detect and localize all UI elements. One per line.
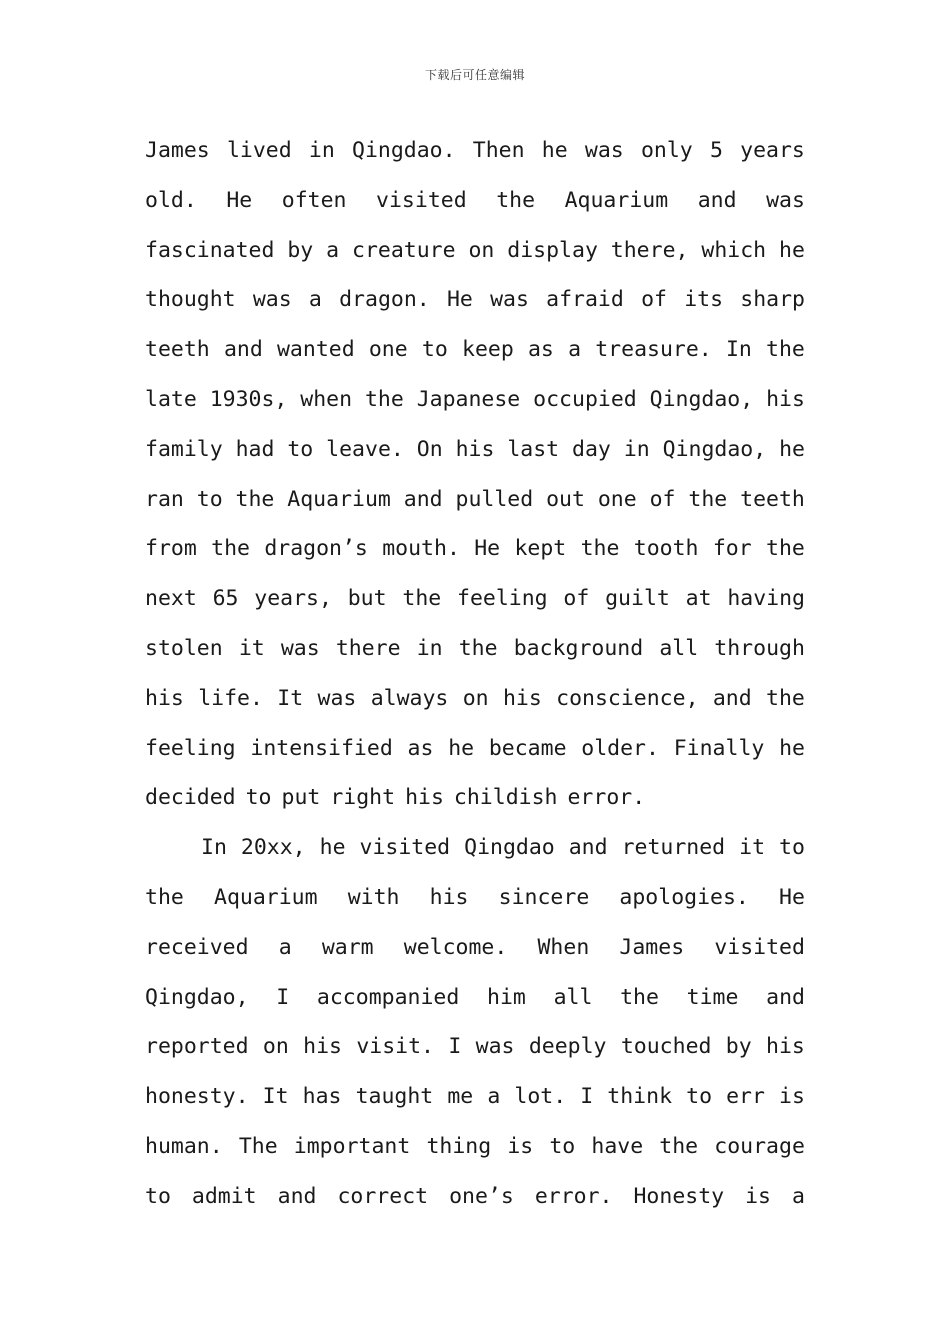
word: me — [447, 1084, 474, 1110]
word: late — [145, 386, 197, 412]
word: and — [712, 685, 752, 711]
word: which — [701, 237, 767, 263]
word: and — [568, 835, 608, 861]
word: pulled — [455, 486, 534, 512]
word: visited — [359, 835, 451, 861]
word: life. — [198, 685, 263, 711]
text-line — [145, 325, 805, 375]
word: Qingdao, — [662, 436, 767, 462]
word: the — [766, 337, 805, 363]
word: to — [779, 835, 805, 861]
word: it — [238, 635, 265, 661]
word: important — [293, 1133, 411, 1159]
word: was — [252, 287, 292, 313]
word: lived — [226, 138, 292, 163]
word: time — [686, 984, 739, 1010]
word: error. — [567, 785, 646, 811]
word: treasure. — [595, 337, 712, 363]
word: right — [330, 785, 396, 811]
text-line — [145, 1072, 805, 1122]
word: In — [201, 835, 227, 861]
word: but — [347, 586, 387, 612]
word: years — [740, 138, 805, 163]
word: Qingdao, — [145, 984, 249, 1010]
word: keep — [462, 337, 514, 363]
word: feeling — [457, 586, 548, 612]
word: as — [527, 337, 554, 363]
word: the — [688, 486, 728, 512]
word: James — [619, 934, 685, 960]
word: 65 — [212, 586, 239, 612]
word: sharp — [740, 287, 805, 313]
word: dragon. — [339, 287, 430, 313]
word: thought — [145, 287, 236, 313]
word: teeth — [145, 337, 210, 363]
word: the — [620, 984, 659, 1010]
word: to — [549, 1133, 576, 1159]
word: was — [317, 685, 357, 711]
word: he — [319, 835, 346, 861]
word: decided — [145, 785, 236, 811]
text-line — [145, 475, 805, 525]
word: in — [416, 635, 443, 661]
word: to — [421, 337, 448, 363]
word: err — [726, 1084, 765, 1110]
word: Qingdao, — [649, 386, 754, 412]
word: it — [739, 835, 766, 861]
word: Finally — [673, 735, 765, 761]
word: and — [223, 337, 263, 363]
word: background — [513, 635, 644, 661]
word: he — [779, 436, 805, 462]
word: When — [537, 934, 590, 960]
word: of — [641, 287, 667, 313]
word: sincere — [498, 884, 590, 910]
word: his — [766, 386, 805, 412]
word: a — [791, 1183, 805, 1209]
word: He — [446, 287, 473, 313]
word: to — [145, 1183, 171, 1209]
paragraph-1 — [145, 126, 805, 823]
word: guilt — [605, 586, 670, 612]
word: by — [725, 1034, 752, 1060]
word: and — [277, 1183, 317, 1209]
word: Aquarium — [214, 884, 318, 910]
word: family — [145, 436, 223, 462]
word: fascinated — [145, 237, 275, 263]
word: his — [455, 436, 495, 462]
word: lot. — [514, 1084, 567, 1110]
word: kept — [514, 536, 567, 562]
word: was — [766, 187, 805, 213]
word: He — [779, 884, 805, 910]
word: has — [302, 1084, 342, 1110]
word: out — [546, 486, 585, 512]
word: mouth. — [382, 536, 460, 562]
word: visit. — [356, 1034, 434, 1060]
word: was — [490, 287, 529, 313]
text-line — [145, 375, 805, 425]
text-line — [145, 823, 805, 873]
word: Then — [472, 138, 525, 163]
word: honesty. — [145, 1084, 249, 1110]
word: the — [402, 586, 442, 612]
word: tooth — [633, 536, 699, 562]
text-line — [145, 873, 805, 923]
word: and — [766, 984, 805, 1010]
word: the — [659, 1133, 699, 1159]
word: creature — [352, 237, 456, 263]
word: one — [597, 486, 637, 512]
text-line — [145, 624, 805, 674]
word: the — [211, 536, 250, 562]
word: courage — [714, 1133, 805, 1159]
word: Qingdao — [464, 835, 555, 861]
word: 1930s, — [209, 386, 288, 412]
word: the — [766, 685, 805, 711]
word: In — [725, 337, 752, 363]
word: the — [235, 486, 275, 512]
word: by — [287, 237, 314, 263]
word: often — [281, 187, 347, 213]
word: apologies. — [619, 884, 749, 910]
word: years, — [254, 586, 332, 612]
word: his — [145, 685, 184, 711]
word: his — [405, 785, 444, 811]
word: think — [607, 1084, 673, 1110]
word: one’s — [449, 1183, 514, 1209]
page-header: 下载后可任意编辑 — [424, 68, 525, 82]
word: there — [335, 635, 401, 661]
word: his — [502, 685, 542, 711]
word: teeth — [740, 486, 805, 512]
word: last — [507, 436, 560, 462]
document-body — [145, 126, 805, 1222]
text-line — [145, 724, 805, 774]
text-line — [145, 1022, 805, 1072]
word: received — [145, 934, 249, 960]
word: on — [468, 237, 495, 263]
word: display — [507, 237, 598, 263]
word: the — [496, 187, 536, 213]
word: became — [488, 735, 567, 761]
word: a — [326, 237, 340, 263]
word: to — [686, 1084, 713, 1110]
word: older. — [581, 735, 659, 761]
word: James — [145, 138, 210, 163]
text-line — [145, 773, 805, 823]
word: of — [563, 586, 590, 612]
word: to — [196, 486, 223, 512]
word: It — [262, 1084, 289, 1110]
word: reported — [145, 1034, 249, 1060]
word: 5 — [709, 138, 723, 163]
word: It — [277, 685, 304, 711]
word: having — [727, 586, 805, 612]
text-line — [145, 275, 805, 325]
word: his — [429, 884, 469, 910]
word: him — [487, 984, 526, 1010]
word: taught — [355, 1084, 434, 1110]
word: I — [448, 1034, 462, 1060]
word: I — [580, 1084, 594, 1110]
word: welcome. — [403, 934, 508, 960]
text-line — [145, 674, 805, 724]
word: and — [403, 486, 443, 512]
word: put — [281, 785, 321, 811]
word: visited — [376, 187, 467, 213]
word: dragon’s — [264, 536, 368, 562]
word: He — [474, 536, 501, 562]
word: human. — [145, 1133, 223, 1159]
word: with — [347, 884, 400, 910]
word: and — [697, 187, 737, 213]
text-line — [145, 1172, 805, 1222]
word: when — [300, 386, 353, 412]
word: thing — [426, 1133, 492, 1159]
word: Japanese — [416, 386, 521, 412]
word: afraid — [546, 287, 624, 313]
word: leave. — [326, 436, 404, 462]
word: touched — [620, 1034, 712, 1060]
word: a — [568, 337, 582, 363]
word: deeply — [528, 1034, 607, 1060]
word: feeling — [145, 735, 236, 761]
text-line — [145, 126, 805, 176]
word: of — [649, 486, 676, 512]
word: is — [507, 1133, 534, 1159]
paragraph-2 — [145, 823, 805, 1221]
word: was — [584, 138, 624, 163]
word: correct — [337, 1183, 429, 1209]
word: wanted — [276, 337, 355, 363]
word: in — [623, 436, 650, 462]
word: was — [280, 635, 320, 661]
word: conscience, — [556, 685, 699, 711]
word: Honesty — [633, 1183, 725, 1209]
word: the — [766, 536, 805, 562]
word: was — [475, 1034, 515, 1060]
word: from — [145, 536, 197, 562]
word: the — [580, 536, 620, 562]
word: On — [416, 436, 443, 462]
word: occupied — [533, 386, 637, 412]
word: next — [145, 586, 197, 612]
text-line — [145, 524, 805, 574]
word: have — [591, 1133, 644, 1159]
text-line — [145, 425, 805, 475]
word: there, — [610, 237, 689, 263]
word: a — [278, 934, 292, 960]
word: all — [553, 984, 593, 1010]
word: childish — [453, 785, 558, 811]
text-line — [145, 973, 805, 1023]
word: on — [262, 1034, 289, 1060]
word: one — [368, 337, 408, 363]
word: old. — [145, 187, 197, 213]
word: intensified — [250, 735, 393, 761]
word: in — [308, 138, 335, 163]
word: he — [779, 237, 805, 263]
text-line — [145, 176, 805, 226]
word: to — [245, 785, 272, 811]
word: He — [226, 187, 253, 213]
word: admit — [191, 1183, 257, 1209]
word: Qingdao. — [352, 138, 456, 163]
text-line — [145, 574, 805, 624]
word: the — [145, 884, 184, 910]
word: Aquarium — [564, 187, 669, 213]
word: for — [712, 536, 752, 562]
word: visited — [714, 934, 805, 960]
word: all — [659, 635, 699, 661]
word: the — [458, 635, 498, 661]
word: his — [766, 1034, 805, 1060]
word: to — [287, 436, 314, 462]
word: through — [714, 635, 805, 661]
text-line — [145, 1122, 805, 1172]
word: his — [303, 1034, 342, 1060]
word: a — [487, 1084, 501, 1110]
word: day — [572, 436, 611, 462]
word: he — [541, 138, 568, 163]
word: error. — [534, 1183, 613, 1209]
word: I — [276, 984, 290, 1010]
word: at — [685, 586, 712, 612]
word: The — [238, 1133, 278, 1159]
word: ran — [145, 486, 184, 512]
word: warm — [321, 934, 374, 960]
word: 20xx, — [240, 835, 306, 861]
word: returned — [621, 835, 726, 861]
word: is — [779, 1084, 805, 1110]
word: accompanied — [316, 984, 460, 1010]
word: stolen — [145, 635, 223, 661]
word: always — [370, 685, 449, 711]
word: he — [779, 735, 805, 761]
word: had — [235, 436, 275, 462]
word: only — [640, 138, 693, 163]
word: its — [684, 287, 724, 313]
word: on — [462, 685, 489, 711]
word: as — [407, 735, 434, 761]
word: Aquarium — [287, 486, 391, 512]
text-line — [145, 226, 805, 276]
word: is — [745, 1183, 771, 1209]
word: he — [448, 735, 475, 761]
word: the — [364, 386, 404, 412]
text-line — [145, 923, 805, 973]
word: a — [308, 287, 322, 313]
